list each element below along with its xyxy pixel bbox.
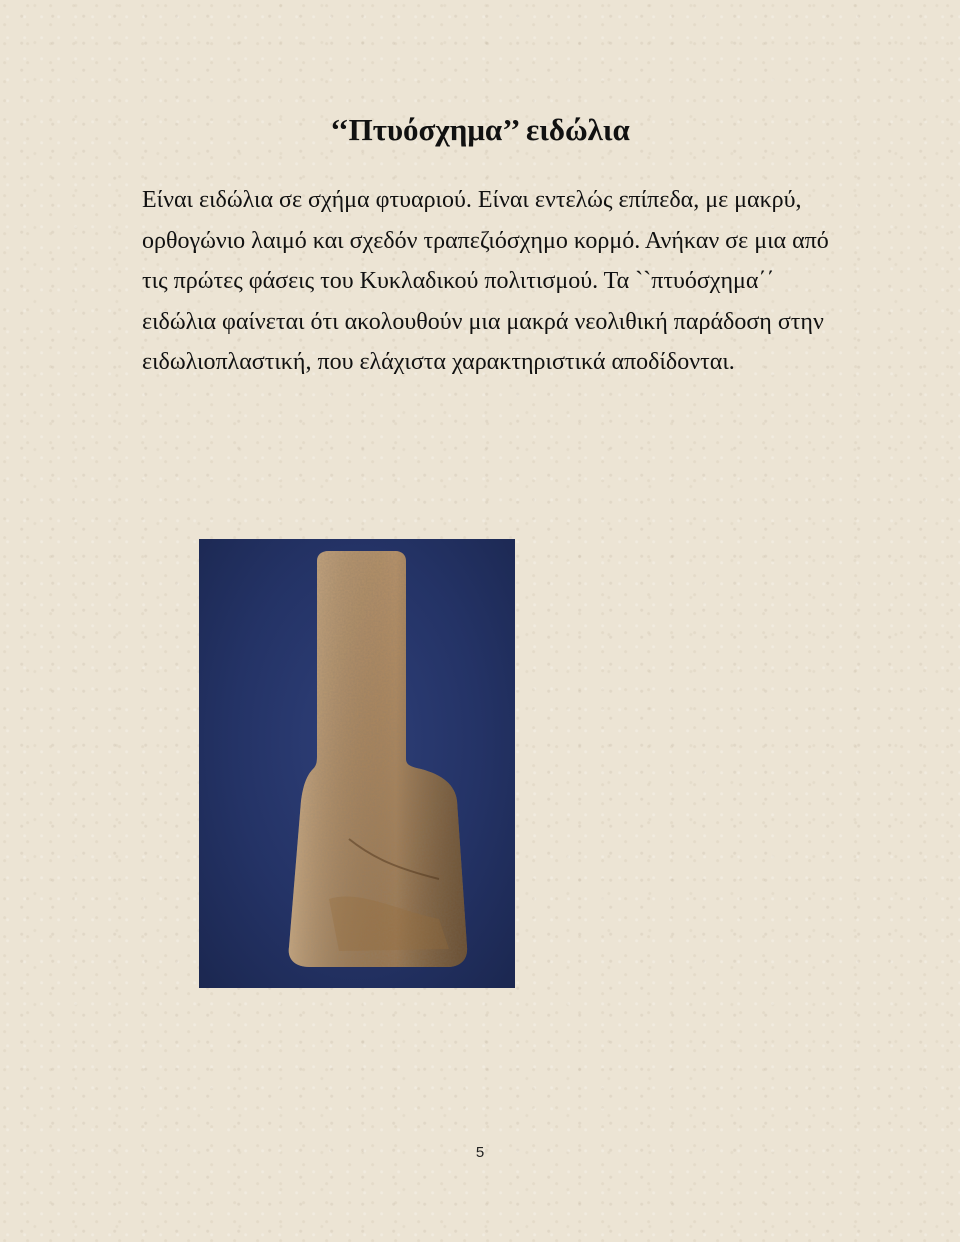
spade-figurine-image <box>199 539 515 988</box>
body-paragraph: Είναι ειδώλια σε σχήμα φτυαριού. Είναι εντελώς επίπεδα, με μακρύ, ορθογώνιο λαιμό και σχεδόν τραπεζιόσχημο κορμό. Ανήκαν σε μια από τις πρώτες φάσεις του Κυκλαδικού πολιτισμού. Τα ``πτυόσχημα΄΄ ειδώλια φαίνεται ότι ακολουθούν μια μακρά νεολιθική παράδοση στην ειδωλιοπλαστική, που ελάχιστα χαρακτηριστικά αποδίδονται. <box>142 187 829 375</box>
page-title <box>0 112 960 148</box>
page-number: 5 <box>475 1144 485 1161</box>
page-title-text: ‘‘Πτυόσχημα’’ ειδώλια <box>330 112 630 147</box>
figurine-photo <box>199 539 515 988</box>
